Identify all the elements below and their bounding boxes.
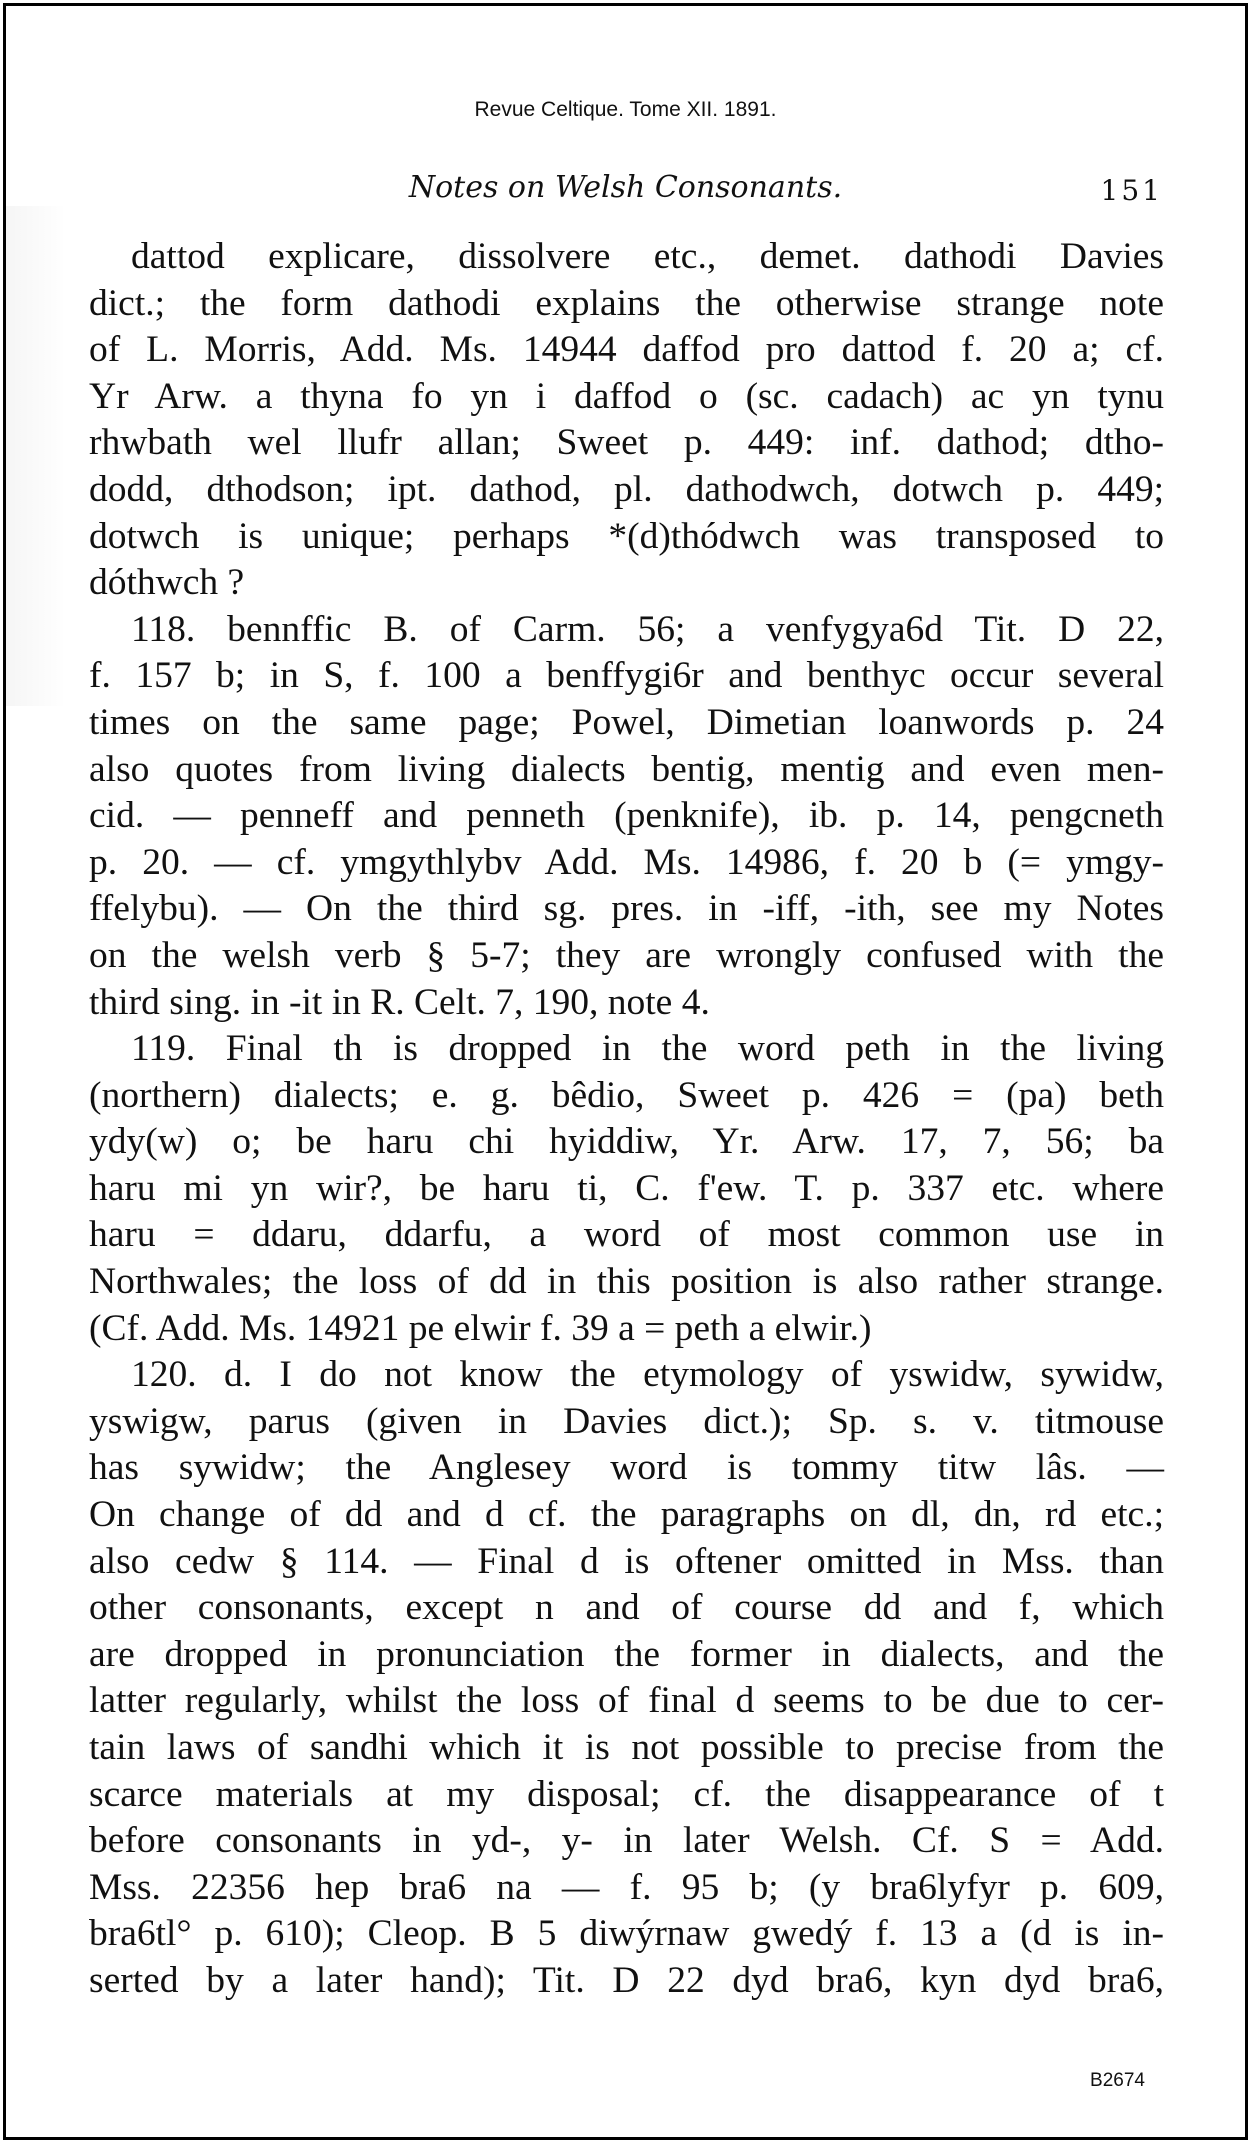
text-line: scarce materials at my disposal; cf. the disappearance of t	[89, 1773, 1164, 1815]
text-line: bra6tl° p. 610); Cleop. B 5 diwýrnaw gwedý f. 13 a (d is in-	[89, 1913, 1164, 1955]
text-line: Northwales; the loss of dd in this position is also rather strange.	[89, 1261, 1164, 1303]
text-line: rhwbath wel llufr allan; Sweet p. 449: inf. dathod; dtho-	[89, 422, 1164, 464]
catalog-number: B2674	[1090, 2070, 1145, 2091]
text-line: dict.; the form dathodi explains the otherwise strange note	[89, 282, 1164, 324]
text-line: dattod explicare, dissolvere etc., demet. dathodi Davies	[131, 236, 1164, 277]
text-line: other consonants, except n and of course dd and f, which	[89, 1587, 1164, 1629]
text-line: 119. Final th is dropped in the word peth in the living	[131, 1028, 1164, 1070]
text-line: haru mi yn wir?, be haru ti, C. f'ew. T. p. 337 etc. where	[89, 1167, 1164, 1209]
text-line: (northern) dialects; e. g. bêdio, Sweet p. 426 = (pa) beth	[89, 1074, 1164, 1116]
text-line: also cedw § 114. — Final d is oftener omitted in Mss. than	[89, 1540, 1164, 1582]
text-line: Mss. 22356 hep bra6 na — f. 95 b; (y bra6lyfyr p. 609,	[89, 1866, 1164, 1908]
page-number: 151	[1100, 174, 1163, 207]
text-line: of L. Morris, Add. Ms. 14944 daffod pro dattod f. 20 a; cf.	[89, 329, 1164, 371]
source-header: Revue Celtique. Tome XII. 1891.	[474, 98, 777, 121]
text-line: On change of dd and d cf. the paragraphs on dl, dn, rd etc.;	[89, 1494, 1164, 1536]
text-line: dóthwch ?	[89, 562, 245, 604]
text-line: latter regularly, whilst the loss of final d seems to be due to cer-	[89, 1680, 1164, 1722]
text-line: 118. bennffic B. of Carm. 56; a venfygya6d Tit. D 22,	[131, 608, 1164, 650]
text-line: third sing. in -it in R. Celt. 7, 190, note 4.	[89, 981, 710, 1023]
text-line: ydy(w) o; be haru chi hyiddiw, Yr. Arw. 17, 7, 56; ba	[89, 1121, 1164, 1163]
text-line: dotwch is unique; perhaps *(d)thódwch was transposed to	[89, 515, 1164, 557]
text-line: cid. — penneff and penneth (penknife), ib. p. 14, pengcneth	[89, 795, 1164, 837]
page-frame	[3, 3, 1248, 2140]
text-line: Yr Arw. a thyna fo yn i daffod o (sc. cadach) ac yn tynu	[89, 375, 1164, 417]
text-line: haru = ddaru, ddarfu, a word of most common use in	[89, 1214, 1164, 1256]
body-text	[89, 234, 1164, 2005]
text-line: dodd, dthodson; ipt. dathod, pl. dathodwch, dotwch p. 449;	[89, 468, 1164, 510]
text-line: 120. d. I do not know the etymology of yswidw, sywidw,	[131, 1354, 1164, 1396]
text-line: ffelybu). — On the third sg. pres. in -iff, -ith, see my Notes	[89, 888, 1164, 930]
text-line: serted by a later hand); Tit. D 22 dyd bra6, kyn dyd bra6,	[89, 1959, 1164, 2001]
text-line: p. 20. — cf. ymgythlybv Add. Ms. 14986, f. 20 b (= ymgy-	[89, 841, 1164, 883]
running-title: Notes on Welsh Consonants.	[408, 170, 843, 205]
text-line: f. 157 b; in S, f. 100 a benffygi6r and benthyc occur several	[89, 655, 1164, 697]
text-line: also quotes from living dialects bentig, mentig and even men-	[89, 748, 1164, 790]
text-line: yswigw, parus (given in Davies dict.); Sp. s. v. titmouse	[89, 1400, 1164, 1442]
scan-shadow	[6, 206, 66, 706]
text-line: times on the same page; Powel, Dimetian loanwords p. 24	[89, 701, 1164, 743]
text-line: tain laws of sandhi which it is not possible to precise from the	[89, 1727, 1164, 1768]
text-line: on the welsh verb § 5-7; they are wrongly confused with the	[89, 934, 1164, 976]
text-line: are dropped in pronunciation the former in dialects, and the	[89, 1633, 1164, 1675]
text-line: (Cf. Add. Ms. 14921 pe elwir f. 39 a = peth a elwir.)	[89, 1307, 872, 1349]
text-line: has sywidw; the Anglesey word is tommy titw lâs. —	[89, 1447, 1164, 1489]
text-line: before consonants in yd-, y- in later Welsh. Cf. S = Add.	[89, 1820, 1164, 1862]
